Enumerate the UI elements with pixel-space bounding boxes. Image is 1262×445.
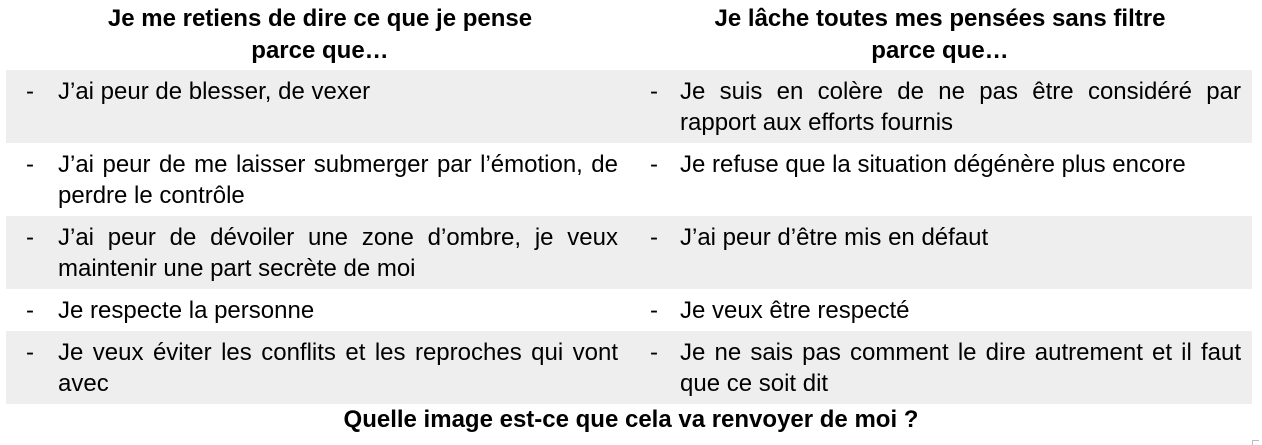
- bullet-dash: -: [26, 297, 34, 324]
- bullet-dash: -: [650, 224, 658, 251]
- row-right-text: J’ai peur d’être mis en défaut: [680, 224, 989, 251]
- row-right-text: Je veux être respecté: [680, 297, 910, 324]
- header-right-line1: Je lâche toutes mes pensées sans filtre: [714, 5, 1166, 32]
- header-left-column: [20, 3, 620, 67]
- row-left-text: J’ai peur de me laisser submerger par l’émotion, de perdre le contrôle: [58, 151, 618, 209]
- table-row: [6, 216, 1252, 289]
- bullet-dash: -: [26, 151, 34, 178]
- table-body: [6, 70, 1252, 404]
- row-left-text: J’ai peur de blesser, de vexer: [58, 78, 371, 105]
- footer-question: Quelle image est-ce que cela va renvoyer de moi ?: [343, 406, 919, 433]
- bullet-dash: -: [26, 224, 34, 251]
- header-left-line2: parce que…: [251, 37, 389, 64]
- corner-mark: [1252, 440, 1259, 445]
- bullet-dash: -: [26, 339, 34, 366]
- row-right-text: Je suis en colère de ne pas être considéré par rapport aux efforts fournis: [680, 78, 1241, 136]
- row-left-text: Je respecte la personne: [58, 297, 315, 324]
- row-left-text: Je veux éviter les conflits et les reproches qui vont avec: [58, 339, 618, 397]
- header-left-line1: Je me retiens de dire ce que je pense: [107, 5, 533, 32]
- row-right-text: Je refuse que la situation dégénère plus encore: [680, 151, 1186, 178]
- header-right-column: [640, 3, 1240, 67]
- table-row: [6, 289, 1252, 331]
- table-header: [0, 3, 1262, 69]
- bullet-dash: -: [650, 339, 658, 366]
- table-row: [6, 70, 1252, 143]
- row-left-text: J’ai peur de dévoiler une zone d’ombre, je veux maintenir une part secrète de moi: [58, 224, 618, 282]
- table-row: [6, 331, 1252, 404]
- bullet-dash: -: [650, 78, 658, 105]
- bullet-dash: -: [650, 151, 658, 178]
- bullet-dash: -: [650, 297, 658, 324]
- row-right-text: Je ne sais pas comment le dire autrement et il faut que ce soit dit: [680, 339, 1241, 397]
- bullet-dash: -: [26, 78, 34, 105]
- header-right-line2: parce que…: [871, 37, 1009, 64]
- table-row: [6, 143, 1252, 216]
